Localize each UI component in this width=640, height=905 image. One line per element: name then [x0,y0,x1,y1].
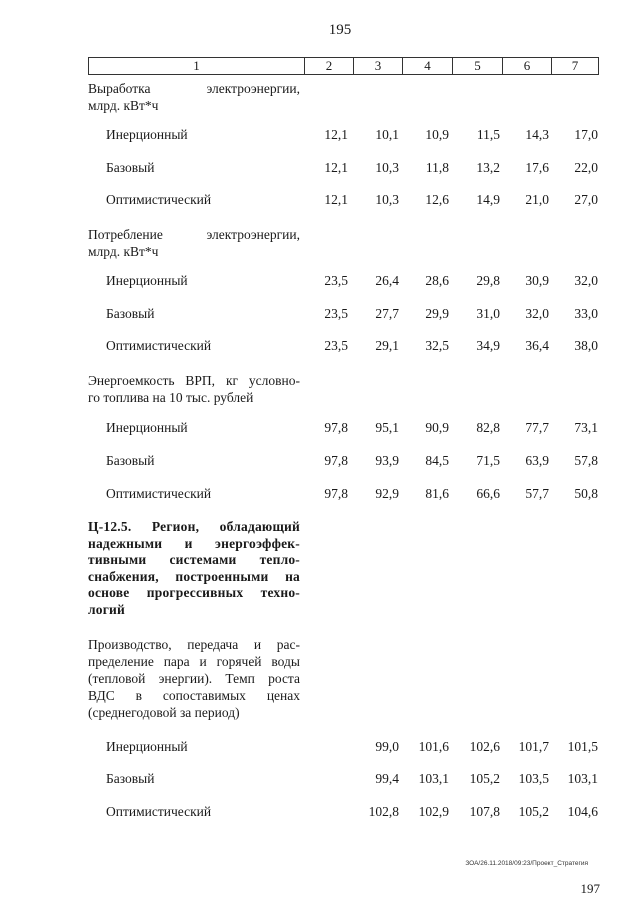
table-cell: 95,1 [375,420,399,435]
table-cell: 105,2 [518,804,549,819]
table-cell: 14,9 [476,192,500,207]
table-cell: 10,3 [375,192,399,207]
table-cell: 57,7 [525,486,549,501]
table-header-row [88,57,599,75]
header-cell: 4 [402,58,452,74]
table-cell: 102,9 [418,804,449,819]
row-label: Базовый [106,453,155,468]
footer-stamp: ЗОА/26.11.2018/09:23/Проект_Стратегия [465,860,588,867]
table-cell: 30,9 [525,273,549,288]
table-cell: 23,5 [324,338,348,353]
table-cell: 102,8 [368,804,399,819]
section-title-line: Энергоемкость ВРП, кг условно- [88,373,300,388]
row-label: Базовый [106,160,155,175]
table-cell: 97,8 [324,420,348,435]
header-cell: 5 [452,58,502,74]
table-cell: 66,6 [476,486,500,501]
row-label: Оптимистический [106,804,212,819]
section-title-line: млрд. кВт*ч [88,98,159,113]
section-title-line: ВДС в сопоставимых ценах [88,688,300,703]
table-cell: 32,5 [425,338,449,353]
table-cell: 14,3 [525,127,549,142]
table-cell: 31,0 [476,306,500,321]
table-cell: 21,0 [525,192,549,207]
table-cell: 102,6 [469,739,500,754]
table-cell: 12,1 [324,127,348,142]
row-label: Инерционный [106,273,188,288]
table-cell: 93,9 [375,453,399,468]
table-cell: 17,0 [574,127,598,142]
table-cell: 10,3 [375,160,399,175]
page-number-bottom: 197 [580,881,600,896]
section-title-line: млрд. кВт*ч [88,244,159,259]
section-title-line: Потребление электроэнергии, [88,227,300,242]
table-cell: 27,0 [574,192,598,207]
row-label: Оптимистический [106,486,212,501]
table-cell: 17,6 [525,160,549,175]
table-cell: 103,5 [518,771,549,786]
table-cell: 82,8 [476,420,500,435]
section-title-line: (тепловой энергии). Темп роста [88,671,300,686]
bold-heading-line: тивными системами тепло- [88,552,300,567]
table-cell: 13,2 [476,160,500,175]
table-cell: 73,1 [574,420,598,435]
table-cell: 10,9 [425,127,449,142]
section-title-line: Выработка электроэнергии, [88,81,300,96]
table-cell: 26,4 [375,273,399,288]
row-label: Базовый [106,306,155,321]
table-cell: 29,1 [375,338,399,353]
table-cell: 90,9 [425,420,449,435]
table-cell: 33,0 [574,306,598,321]
section-title-line: (среднегодовой за период) [88,705,240,720]
section-title-line: го топлива на 10 тыс. рублей [88,390,254,405]
table-cell: 63,9 [525,453,549,468]
table-cell: 29,9 [425,306,449,321]
table-cell: 38,0 [574,338,598,353]
row-label: Оптимистический [106,338,212,353]
table-cell: 23,5 [324,273,348,288]
header-cell: 2 [304,58,353,74]
table-cell: 101,7 [518,739,549,754]
table-cell: 12,1 [324,160,348,175]
bold-heading-line: снабжения, построенными на [88,568,300,584]
bold-heading-line: Ц-12.5. Регион, обладающий [88,519,300,534]
table-cell: 50,8 [574,486,598,501]
table-cell: 36,4 [525,338,549,353]
table-cell: 101,5 [567,739,598,754]
header-cell: 7 [551,58,598,74]
row-label: Инерционный [106,127,188,142]
table-cell: 57,8 [574,453,598,468]
table-cell: 11,5 [476,127,500,142]
bold-heading-line: основе прогрессивных техно- [88,585,300,600]
section-title-line: пределение пара и горячей воды [88,654,300,669]
table-cell: 97,8 [324,486,348,501]
table-cell: 12,6 [425,192,449,207]
table-cell: 103,1 [567,771,598,786]
table-cell: 23,5 [324,306,348,321]
bold-heading-line: надежными и энергоэффек- [88,535,300,551]
table-cell: 92,9 [375,486,399,501]
bold-heading-line: логий [88,601,126,617]
table-cell: 81,6 [425,486,449,501]
table-cell: 32,0 [574,273,598,288]
table-cell: 99,0 [375,739,399,754]
table-cell: 32,0 [525,306,549,321]
table-cell: 103,1 [418,771,449,786]
table-cell: 107,8 [469,804,500,819]
table-cell: 12,1 [324,192,348,207]
table-cell: 34,9 [476,338,500,353]
table-cell: 105,2 [469,771,500,786]
table-cell: 84,5 [425,453,449,468]
table-cell: 99,4 [375,771,399,786]
header-cell: 1 [193,58,200,73]
table-cell: 101,6 [418,739,449,754]
section-title-line: Производство, передача и рас- [88,637,300,652]
header-cell: 6 [502,58,551,74]
table-cell: 11,8 [425,160,449,175]
header-cell: 3 [353,58,402,74]
row-label: Базовый [106,771,155,786]
table-cell: 77,7 [525,420,549,435]
table-cell: 104,6 [567,804,598,819]
table-cell: 28,6 [425,273,449,288]
row-label: Инерционный [106,420,188,435]
table-cell: 71,5 [476,453,500,468]
table-cell: 10,1 [375,127,399,142]
page-number-top: 195 [328,22,352,38]
table-cell: 27,7 [375,306,399,321]
table-cell: 29,8 [476,273,500,288]
table-cell: 22,0 [574,160,598,175]
row-label: Инерционный [106,739,188,754]
row-label: Оптимистический [106,192,212,207]
table-cell: 97,8 [324,453,348,468]
